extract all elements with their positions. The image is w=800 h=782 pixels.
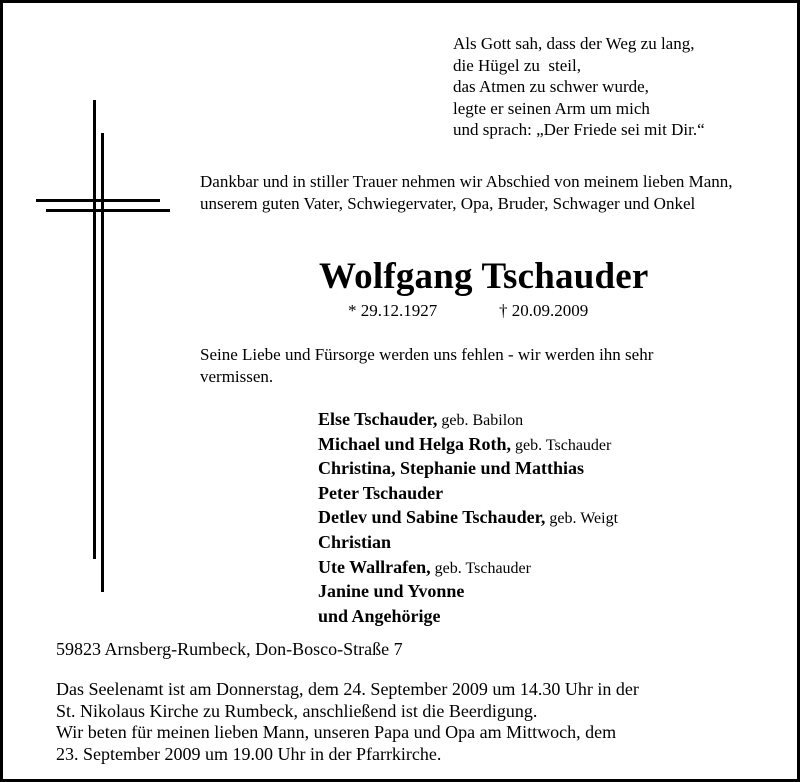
intro-text: Dankbar und in stiller Trauer nehmen wir Abschied von meinem lieben Mann, unserem guten Vater, Schwiegervater, Opa, Bruder, Schwager und Onkel	[200, 172, 733, 213]
address: 59823 Arnsberg-Rumbeck, Don-Bosco-Straße 7	[56, 639, 403, 659]
cross-icon	[3, 3, 173, 603]
cross-vertical-line	[93, 100, 96, 559]
service-line: St. Nikolaus Kirche zu Rumbeck, anschließend ist die Beerdigung.	[56, 700, 538, 721]
family-member-note: geb. Weigt	[545, 510, 619, 528]
family-member-name: Christina, Stephanie und Matthias	[318, 458, 585, 479]
cross-horizontal-line	[36, 199, 160, 202]
poem-line: Als Gott sah, dass der Weg zu lang,	[453, 34, 695, 53]
family-member	[318, 506, 618, 531]
family-member-name: Christian	[318, 531, 392, 552]
memorial-message: Seine Liebe und Fürsorge werden uns fehlen - wir werden ihn sehr vermissen.	[200, 345, 654, 386]
family-member-name: Peter Tschauder	[318, 482, 444, 503]
family-member	[318, 580, 618, 605]
family-member-name: Janine und Yvonne	[318, 581, 465, 602]
family-member	[318, 482, 618, 507]
poem-line: das Atmen zu schwer wurde,	[453, 77, 649, 96]
family-member-name: Michael und Helga Roth,	[318, 433, 512, 454]
poem	[453, 33, 705, 141]
deceased-name: Wolfgang Tschauder	[319, 256, 649, 297]
family-member-name: Ute Wallrafen,	[318, 556, 431, 577]
death-date: † 20.09.2009	[499, 301, 589, 320]
family-member	[318, 457, 618, 482]
family-member-name: Else Tschauder,	[318, 409, 438, 429]
family-member-note: geb. Babilon	[437, 412, 524, 429]
service-line: 23. September 2009 um 19.00 Uhr in der Pfarrkirche.	[56, 743, 442, 764]
family-member	[318, 408, 618, 433]
poem-line: die Hügel zu steil,	[453, 55, 581, 75]
cross-horizontal-line	[46, 209, 170, 212]
family-member-name: und Angehörige	[318, 605, 441, 626]
family-member-note: geb. Tschauder	[511, 436, 612, 454]
family-member	[318, 605, 618, 630]
poem-line: legte er seinen Arm um mich	[453, 98, 650, 118]
service-line: Das Seelenamt ist am Donnerstag, dem 24. September 2009 um 14.30 Uhr in der	[56, 679, 639, 699]
service-line: Wir beten für meinen lieben Mann, unseren Papa und Opa am Mittwoch, dem	[56, 722, 617, 742]
family-member	[318, 531, 618, 556]
service-info	[56, 679, 786, 765]
birth-date: * 29.12.1927	[348, 301, 438, 320]
family-member	[318, 433, 618, 458]
family-member-note: geb. Tschauder	[430, 559, 531, 577]
family-member-name: Detlev und Sabine Tschauder,	[318, 507, 546, 528]
family-list	[318, 408, 618, 629]
poem-line: und sprach: „Der Friede sei mit Dir.“	[453, 120, 705, 139]
family-member	[318, 556, 618, 581]
